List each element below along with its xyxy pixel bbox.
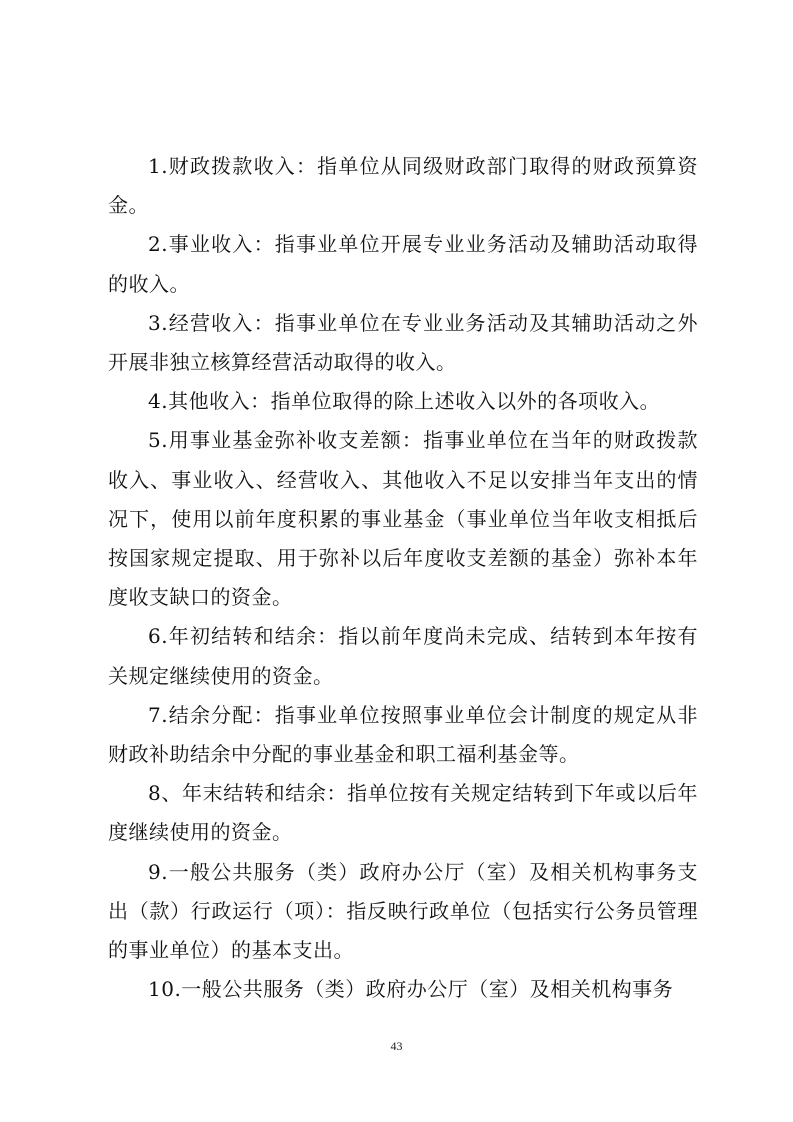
- paragraph-3: 3.经营收入：指事业单位在专业业务活动及其辅助活动之外开展非独立核算经营活动取得的收入。: [108, 310, 698, 375]
- paragraph-9: 9.一般公共服务（类）政府办公厅（室）及相关机构事务支出（款）行政运行（项）：指反映行政单位（包括实行公务员管理的事业单位）的基本支出。: [108, 859, 698, 963]
- page-number: 43: [390, 1039, 403, 1053]
- paragraph-6: 6.年初结转和结余：指以前年度尚未完成、结转到本年按有关规定继续使用的资金。: [108, 624, 698, 688]
- paragraph-7: 7.结余分配：指事业单位按照事业单位会计制度的规定从非财政补助结余中分配的事业基金和职工福利基金等。: [108, 702, 698, 767]
- paragraph-8: 8、年末结转和结余：指单位按有关规定结转到下年或以后年度继续使用的资金。: [108, 781, 698, 845]
- paragraph-4: 4.其他收入：指单位取得的除上述收入以外的各项收入。: [148, 389, 661, 414]
- paragraph-5: 5.用事业基金弥补收支差额：指事业单位在当年的财政拨款收入、事业收入、经营收入、其他收入不足以安排当年支出的情况下，使用以前年度积累的事业基金（事业单位当年收支相抵后按国家规定提取、用于弥补以后年度收支差额的基金）弥补本年度收支缺口的资金。: [108, 428, 698, 610]
- document-body: [108, 147, 698, 1009]
- paragraph-10: 10.一般公共服务（类）政府办公厅（室）及相关机构事务: [148, 977, 674, 1002]
- paragraph-2: 2.事业收入：指事业单位开展专业业务活动及辅助活动取得的收入。: [108, 232, 698, 296]
- paragraph-1: 1.财政拨款收入：指单位从同级财政部门取得的财政预算资金。: [108, 154, 698, 218]
